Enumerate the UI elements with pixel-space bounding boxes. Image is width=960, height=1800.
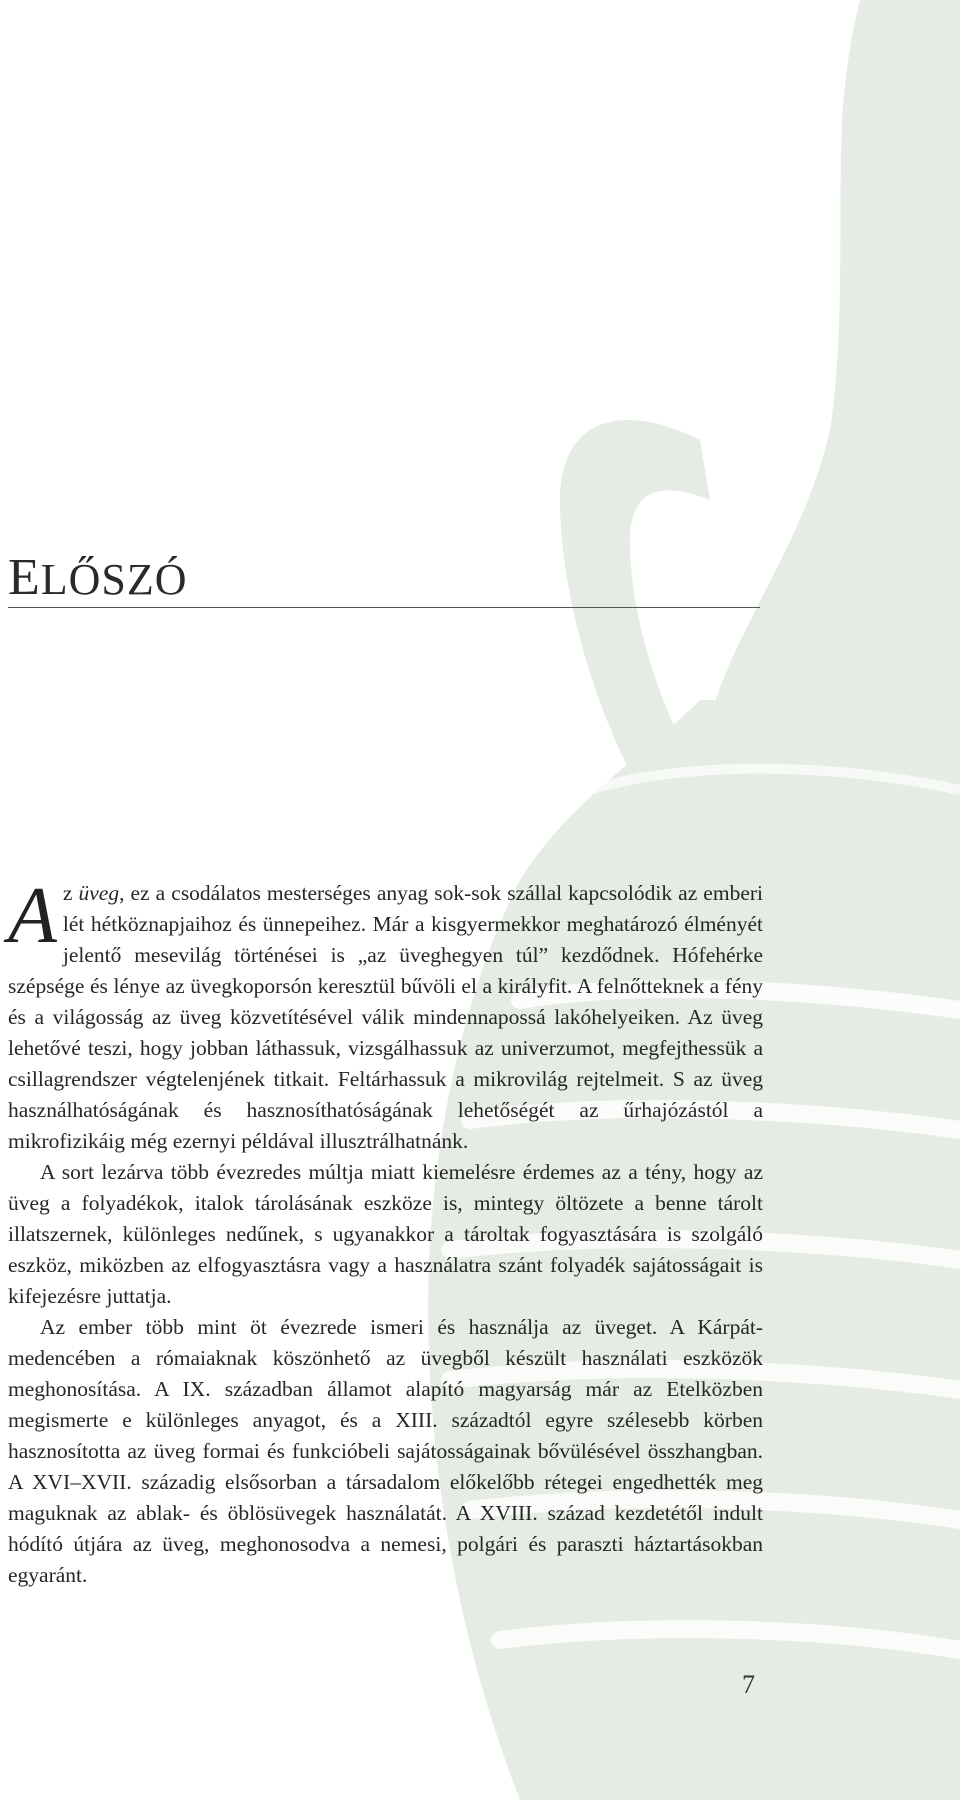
page-number: 7 [742, 1670, 755, 1699]
body-text [8, 872, 763, 1591]
page-title [8, 548, 188, 607]
title-initial: E [8, 549, 41, 606]
paragraph-1-rest: , ez a csodálatos mesterséges anyag sok-sok szállal kapcsolódik az emberi lét hétköznapjaihoz és ünnepeihez. Már a kisgyermekkor meghatározó élményét jelentő mesevilág történései is „az üveghegyen túl” kezdődnek. Hófehérke szépsége és lénye az üvegkoporsón keresztül bűvöli el a királyfit. A felnőtteknek a fény és a világosság az üveg közvetítésével válik mindennapossá lakóhelyeiken. Az üveg lehetővé teszi, hogy jobban láthassuk, vizsgálhassuk az univerzumot, megfejthessük a csillagrendszer végtelenjének titkait. Feltárhassuk a mikrovilág rejtelmeit. S az üveg használhatóságának és hasznosíthatóságának lehetőségét az űrhajózástól a mikrofizikáig még ezernyi példával illusztrálhatnánk. [8, 881, 763, 1153]
bottle-neck [700, 0, 960, 760]
title-rest: LŐSZÓ [40, 555, 188, 604]
title-underline [8, 607, 760, 608]
paragraph-3: Az ember több mint öt évezrede ismeri és használja az üveget. A Kárpát-medencében a rómaiaknak köszönhető az üvegből készült használati eszközök meghonosítása. A IX. században államot alapító magyarság már az Etelközben megismerte e különleges anyagot, és a XIII. századtól egyre szélesebb körben hasznosította az üveg formai és funkcióbeli sajátosságainak bővülésével összhangban. A XVI–XVII. századig elsősorban a társadalom előkelőbb rétegei engedhették meg maguknak az ablak- és öblösüvegek használatát. A XVIII. század kezdetétől indult hódító útjára az üveg, meghonosodva a nemesi, polgári és paraszti háztartásokban egyaránt. [8, 1315, 763, 1587]
paragraph-1 [8, 872, 763, 1157]
paragraph-1-lead: z [62, 881, 79, 905]
paragraph-1-italic: üveg [78, 881, 120, 905]
drop-cap: A [8, 872, 57, 960]
paragraph-2: A sort lezárva több évezredes múltja miatt kiemelésre érdemes az a tény, hogy az üveg a folyadékok, italok tárolásának eszköze is, mintegy öltözete a benne tárolt illatszernek, különleges nedűnek, s ugyanakkor a tároltak fogyasztására is szolgáló eszköz, miközben az elfogyasztásra vagy a használatra szánt folyadék sajátosságait is kifejezésre juttatja. [8, 1160, 763, 1308]
